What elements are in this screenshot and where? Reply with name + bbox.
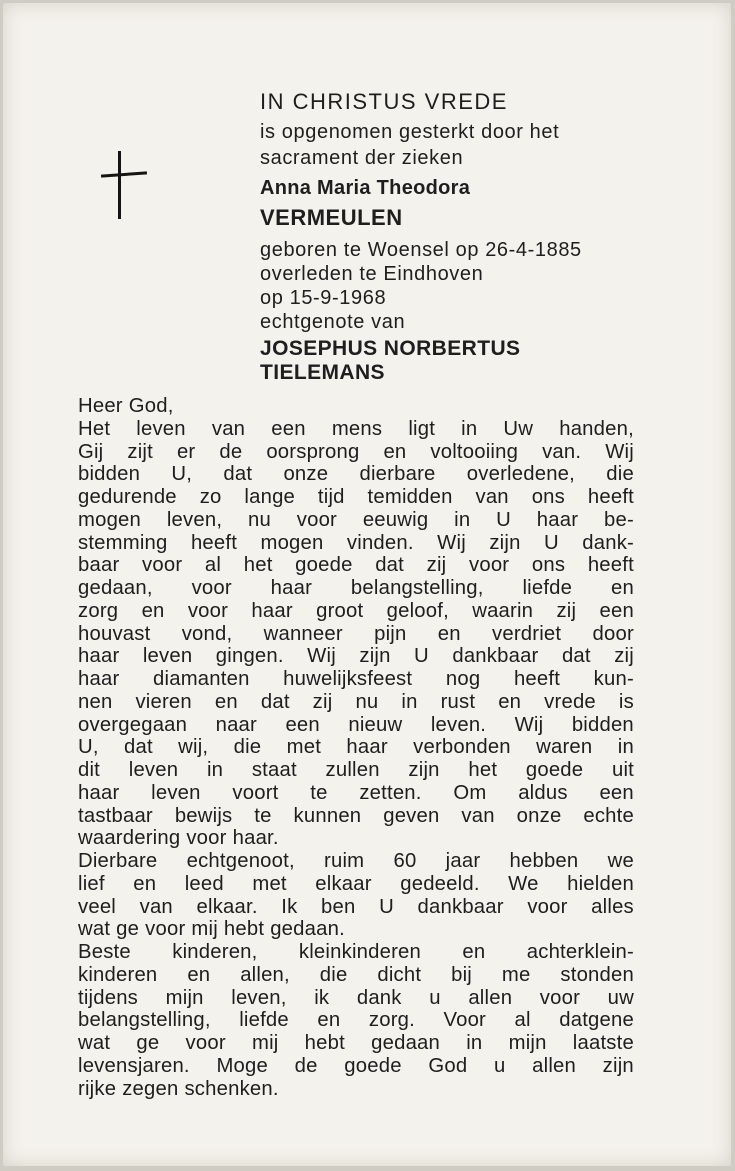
- prayer-line: [78, 964, 634, 987]
- prayer-word: elkaar.: [196, 895, 258, 918]
- prayer-word: diamanten: [153, 668, 250, 690]
- prayer-word: vieren: [135, 690, 192, 713]
- prayer-word: temidden: [367, 486, 453, 508]
- prayer-word: van.: [542, 440, 582, 463]
- prayer-word: lief: [78, 872, 105, 895]
- prayer-word: mogen: [260, 531, 324, 554]
- prayer-word: zij: [312, 690, 333, 713]
- prayer-word: u: [429, 986, 441, 1009]
- prayer-word: zijn: [359, 645, 391, 668]
- prayer-word: ik: [314, 986, 330, 1009]
- prayer-line: [78, 873, 634, 896]
- prayer-word: voltooiing: [430, 440, 519, 463]
- prayer-word: overledene,: [466, 463, 575, 486]
- prayer-word: kunnen: [293, 804, 362, 827]
- prayer-word: U: [379, 895, 394, 918]
- prayer-word: lange: [244, 486, 296, 508]
- prayer-word: haar: [251, 599, 293, 622]
- prayer-word: van: [475, 486, 509, 508]
- prayer-word: haar: [346, 736, 388, 759]
- prayer-word: veel: [78, 895, 117, 918]
- prayer-word: bij: [451, 963, 473, 986]
- prayer-word: haar: [78, 668, 120, 690]
- prayer-word: nen: [78, 690, 113, 713]
- prayer-word: dat: [260, 690, 290, 713]
- header-line: sacrament der zieken: [260, 147, 464, 169]
- prayer-word: ons: [531, 554, 566, 577]
- prayer-line: [78, 987, 634, 1010]
- prayer-word: zetten.: [359, 781, 422, 804]
- prayer-line: [78, 827, 634, 850]
- prayer-word: een: [271, 417, 306, 440]
- prayer-word: in: [466, 1032, 483, 1054]
- prayer-word: zorg: [78, 599, 119, 622]
- prayer-word: het: [243, 554, 273, 577]
- prayer-word: jaar: [445, 850, 481, 872]
- prayer-line: [78, 1032, 634, 1055]
- prayer-word: dat: [561, 645, 591, 668]
- prayer-word: van: [139, 895, 173, 918]
- prayer-word: nu: [247, 508, 271, 531]
- prayer-word: datgene: [559, 1009, 634, 1032]
- prayer-word: leven: [136, 417, 186, 440]
- prayer-word: belangstelling,: [78, 1009, 211, 1032]
- prayer-word: haar: [536, 508, 579, 531]
- prayer-word: achterklein-: [526, 941, 634, 963]
- prayer-line: [78, 850, 634, 873]
- prayer-line: [78, 418, 634, 441]
- prayer-word: mij: [251, 1032, 279, 1054]
- prayer-word: met: [286, 736, 322, 759]
- prayer-word: Wij: [307, 645, 336, 668]
- prayer-word: die: [233, 736, 262, 759]
- prayer-word: in: [206, 759, 224, 781]
- prayer-word: waren: [536, 736, 593, 759]
- prayer-word: in: [454, 508, 471, 531]
- prayer-word: leven: [142, 645, 193, 668]
- prayer-word: ruim: [324, 850, 365, 872]
- prayer-word: een: [285, 713, 320, 736]
- prayer-word: groot: [316, 599, 364, 622]
- prayer-line: [78, 918, 634, 941]
- prayer-word: 60: [393, 850, 417, 872]
- prayer-word: staat: [251, 759, 297, 781]
- prayer-line: [78, 463, 634, 486]
- prayer-word: Beste: [78, 941, 131, 963]
- prayer-word: stemming: [78, 531, 168, 554]
- prayer-word: zullen: [325, 759, 380, 781]
- prayer-word: wanneer: [263, 622, 343, 645]
- prayer-word: dat: [124, 736, 153, 759]
- prayer-word: dit: [78, 759, 101, 781]
- prayer-line: [78, 532, 634, 555]
- prayer-word: hebben: [509, 850, 579, 872]
- prayer-word: heeft: [587, 486, 634, 508]
- prayer-word: uit: [611, 759, 634, 781]
- prayer-line: [78, 623, 634, 646]
- prayer-word: Voor: [443, 1009, 487, 1032]
- prayer-word: waarin: [472, 599, 534, 622]
- prayer-word: en: [214, 690, 238, 713]
- prayer-word: tijd: [317, 486, 345, 508]
- prayer-line: [78, 782, 634, 805]
- prayer-word: kinderen: [78, 963, 158, 986]
- prayer-word: waardering: [78, 827, 181, 850]
- prayer-word: en: [187, 963, 211, 986]
- prayer-word: laatste: [572, 1032, 634, 1054]
- prayer-word: voor: [186, 827, 227, 850]
- prayer-word: wat: [78, 918, 111, 941]
- prayer-word: er: [176, 440, 196, 463]
- prayer-word: Gij: [78, 440, 104, 463]
- prayer-word: verbonden: [413, 736, 511, 759]
- prayer-word: me: [501, 963, 531, 986]
- prayer-word: het: [468, 759, 498, 781]
- prayer-word: bewijs: [174, 804, 233, 827]
- prayer-word: kinderen,: [172, 941, 258, 963]
- prayer-word: Wij: [605, 440, 634, 463]
- prayer-line: [78, 941, 634, 964]
- prayer-word: heeft: [190, 531, 238, 554]
- prayer-word: leven: [151, 781, 201, 804]
- prayer-line: [78, 509, 634, 532]
- prayer-word: pijn: [374, 622, 407, 645]
- prayer-word: voor: [296, 508, 338, 531]
- prayer-word: mijn: [508, 1032, 547, 1054]
- prayer-word: Heer: [78, 395, 123, 417]
- prayer-word: in: [461, 417, 478, 440]
- prayer-word: zegen: [122, 1077, 179, 1100]
- prayer-word: oorsprong: [266, 440, 360, 463]
- prayer-word: en: [437, 622, 461, 645]
- prayer-word: goede: [344, 1054, 402, 1077]
- prayer-word: hebt: [223, 918, 265, 941]
- prayer-word: Moge: [216, 1054, 268, 1077]
- prayer-word: Ik: [281, 895, 298, 918]
- prayer-word: mogen: [78, 508, 142, 531]
- prayer-word: aldus: [518, 781, 568, 804]
- prayer-word: gedaan.: [270, 918, 345, 941]
- prayer-word: leven,: [166, 508, 223, 531]
- prayer-line: [78, 395, 634, 418]
- deceased-surname: VERMEULEN: [260, 205, 403, 230]
- prayer-word: dank-: [582, 531, 634, 554]
- prayer-line: [78, 554, 634, 577]
- prayer-line: [78, 714, 634, 737]
- prayer-word: kun-: [593, 668, 634, 690]
- prayer-word: we: [607, 850, 634, 872]
- prayer-word: voor: [527, 895, 568, 918]
- prayer-word: gedeeld.: [400, 872, 480, 895]
- prayer-word: wat: [78, 1032, 111, 1054]
- prayer-word: in: [401, 690, 418, 713]
- prayer-word: een: [599, 599, 634, 622]
- prayer-word: vond,: [181, 622, 233, 645]
- death-line: overleden te Eindhoven: [260, 263, 484, 285]
- prayer-word: overgegaan: [78, 713, 188, 736]
- prayer-word: te: [254, 804, 272, 827]
- prayer-word: zijn: [408, 759, 440, 781]
- prayer-line: [78, 441, 634, 464]
- prayer-word: vinden.: [346, 531, 414, 554]
- prayer-word: echte: [583, 804, 634, 827]
- prayer-word: geven: [383, 804, 440, 827]
- prayer-line: [78, 668, 634, 691]
- prayer-word: die: [319, 963, 348, 986]
- prayer-word: haar: [78, 781, 120, 804]
- prayer-word: haar: [78, 645, 120, 668]
- prayer-word: die: [606, 463, 634, 486]
- prayer-word: voor: [187, 599, 229, 622]
- prayer-word: baar: [78, 554, 120, 577]
- prayer-word: hielden: [567, 872, 634, 895]
- prayer-word: al: [514, 1009, 531, 1032]
- prayer-word: van: [211, 417, 246, 440]
- prayer-word: zijn: [489, 531, 521, 554]
- prayer-word: dankbaar: [417, 895, 504, 918]
- prayer-word: tastbaar: [78, 804, 153, 827]
- prayer-word: gingen.: [215, 645, 284, 668]
- prayer-word: ons: [531, 486, 565, 508]
- prayer-word: tijdens: [78, 986, 139, 1009]
- prayer-word: nog: [445, 668, 481, 690]
- prayer-word: U,: [78, 736, 99, 759]
- deceased-given-names: Anna Maria Theodora: [260, 177, 471, 199]
- prayer-line: [78, 896, 634, 919]
- header-title: IN CHRISTUS VREDE: [260, 89, 508, 114]
- prayer-word: uw: [607, 986, 634, 1009]
- birth-line: geboren te Woensel op 26-4-1885: [260, 239, 582, 261]
- prayer-word: ge: [116, 918, 140, 941]
- prayer-word: voor: [191, 577, 232, 599]
- prayer-line: [78, 486, 634, 509]
- prayer-word: allen,: [240, 963, 290, 986]
- prayer-word: Wij: [437, 531, 466, 554]
- prayer-word: haar: [270, 577, 313, 599]
- prayer-word: onze: [283, 463, 329, 486]
- prayer-word: mens: [331, 417, 383, 440]
- prayer-word: God: [428, 1054, 468, 1077]
- prayer-word: We: [508, 872, 539, 895]
- prayer-word: heeft: [513, 668, 561, 690]
- prayer-word: be-: [604, 508, 634, 531]
- prayer-word: elkaar: [315, 872, 372, 895]
- prayer-word: en: [610, 577, 634, 599]
- prayer-word: vrede: [544, 690, 596, 713]
- prayer-word: een: [599, 781, 634, 804]
- prayer-word: dankbaar: [452, 645, 539, 668]
- prayer-word: dat: [223, 463, 253, 486]
- prayer-word: u: [493, 1054, 506, 1077]
- prayer-word: zijn: [602, 1054, 634, 1077]
- prayer-word: en: [317, 1009, 341, 1032]
- prayer-word: dank: [356, 986, 402, 1009]
- prayer-line: [78, 1055, 634, 1078]
- prayer-word: leven,: [231, 986, 287, 1009]
- header-line: is opgenomen gesterkt door het: [260, 121, 560, 143]
- prayer-word: dat: [375, 554, 404, 577]
- prayer-word: geloof,: [386, 599, 449, 622]
- spouse-intro-line: echtgenote van: [260, 311, 406, 333]
- prayer-word: bidden: [571, 713, 634, 736]
- prayer-word: U: [496, 508, 511, 531]
- prayer-word: van: [461, 804, 495, 827]
- memorial-card: [3, 3, 731, 1166]
- prayer-word: rust: [440, 690, 476, 713]
- prayer-word: schenken.: [184, 1077, 279, 1100]
- prayer-word: zij: [614, 645, 634, 668]
- prayer-word: voor: [142, 554, 183, 577]
- prayer-word: U,: [171, 463, 193, 486]
- prayer-word: goede: [295, 554, 353, 577]
- prayer-word: kleinkinderen: [298, 941, 421, 963]
- prayer-word: Dierbare: [78, 850, 158, 872]
- prayer-word: echtgenoot,: [186, 850, 295, 872]
- prayer-word: ge: [136, 1032, 160, 1054]
- prayer-word: liefde: [522, 577, 573, 599]
- prayer-word: leed: [184, 872, 224, 895]
- prayer-word: zo: [199, 486, 222, 508]
- prayer-line: [78, 577, 634, 600]
- prayer-word: allen: [532, 1054, 576, 1077]
- prayer-word: hebt: [304, 1032, 345, 1054]
- prayer-word: met: [252, 872, 287, 895]
- prayer-word: eeuwig: [362, 508, 429, 531]
- prayer-word: heeft: [587, 554, 634, 577]
- prayer-line: [78, 691, 634, 714]
- prayer-word: zorg.: [368, 1009, 415, 1032]
- prayer-line: [78, 1078, 634, 1101]
- prayer-word: rijke: [78, 1077, 117, 1100]
- husband-given-names: JOSEPHUS NORBERTUS: [260, 337, 521, 360]
- prayer-word: naar: [215, 713, 257, 736]
- prayer-word: de: [219, 440, 243, 463]
- prayer-word: huwelijksfeest: [283, 668, 413, 690]
- prayer-line: [78, 736, 634, 759]
- prayer-word: U: [414, 645, 429, 668]
- prayer-word: mij: [191, 918, 218, 941]
- prayer-word: en: [462, 941, 486, 963]
- prayer-word: Uw: [503, 417, 534, 440]
- prayer-word: ben: [321, 895, 356, 918]
- prayer-word: verdriet: [492, 622, 562, 645]
- prayer-word: ligt: [408, 417, 436, 440]
- prayer-word: God,: [128, 395, 174, 417]
- prayer-word: gedaan,: [78, 577, 153, 599]
- prayer-word: Wij: [514, 713, 544, 736]
- prayer-word: en: [383, 440, 407, 463]
- prayer-word: houvast: [78, 622, 151, 645]
- prayer-word: zij: [556, 599, 577, 622]
- prayer-word: voort: [232, 781, 279, 804]
- prayer-word: is: [618, 690, 634, 713]
- prayer-word: te: [310, 781, 328, 804]
- prayer-word: liefde: [239, 1009, 289, 1032]
- prayer-text: [78, 395, 634, 1100]
- prayer-word: en: [133, 872, 157, 895]
- prayer-word: Het: [78, 417, 111, 440]
- prayer-word: voor: [145, 918, 186, 941]
- death-date-line: op 15-9-1968: [260, 287, 387, 309]
- prayer-line: [78, 645, 634, 668]
- prayer-word: levensjaren.: [78, 1054, 190, 1077]
- prayer-word: alles: [591, 895, 634, 918]
- prayer-word: leven.: [430, 713, 487, 736]
- prayer-word: allen: [468, 986, 513, 1009]
- prayer-word: de: [294, 1054, 318, 1077]
- prayer-word: gedurende: [78, 486, 177, 508]
- prayer-line: [78, 1009, 634, 1032]
- prayer-word: haar.: [232, 827, 279, 850]
- prayer-word: voor: [469, 554, 510, 577]
- prayer-word: zijt: [127, 440, 153, 463]
- prayer-word: gedaan: [371, 1032, 441, 1054]
- cross-icon: [101, 151, 151, 221]
- prayer-word: stonden: [560, 963, 634, 986]
- prayer-word: dicht: [377, 963, 422, 986]
- prayer-word: dierbare: [359, 463, 436, 486]
- prayer-word: in: [617, 736, 634, 759]
- prayer-line: [78, 805, 634, 828]
- prayer-word: belangstelling,: [350, 577, 484, 599]
- prayer-word: mijn: [165, 986, 204, 1009]
- prayer-word: nieuw: [348, 713, 403, 736]
- prayer-word: voor: [185, 1032, 226, 1054]
- prayer-word: U: [543, 531, 559, 554]
- prayer-word: nu: [355, 690, 379, 713]
- prayer-word: al: [204, 554, 222, 577]
- prayer-word: zij: [426, 554, 447, 577]
- prayer-word: handen,: [559, 417, 634, 440]
- prayer-word: door: [592, 622, 634, 645]
- prayer-word: en: [498, 690, 522, 713]
- prayer-word: Om: [453, 781, 487, 804]
- prayer-word: goede: [525, 759, 584, 781]
- prayer-word: wij,: [178, 736, 209, 759]
- prayer-word: leven: [128, 759, 179, 781]
- husband-surname: TIELEMANS: [260, 361, 385, 384]
- prayer-word: voor: [539, 986, 581, 1009]
- prayer-word: bidden: [78, 463, 141, 486]
- prayer-line: [78, 759, 634, 782]
- prayer-line: [78, 600, 634, 623]
- prayer-word: onze: [516, 804, 562, 827]
- prayer-word: en: [141, 599, 165, 622]
